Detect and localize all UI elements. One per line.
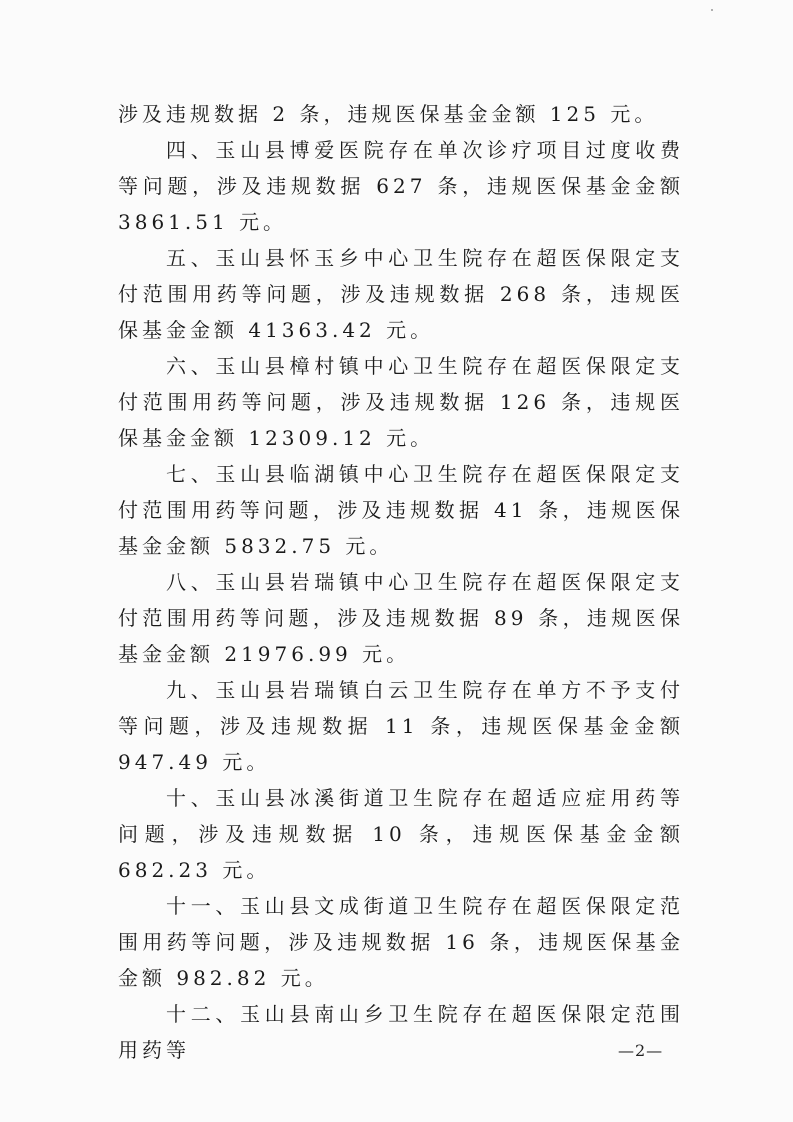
page-number: —2— (618, 1041, 664, 1060)
paragraph-8: 十、玉山县冰溪街道卫生院存在超适应症用药等问题，涉及违规数据 10 条，违规医保基金金额 682.23 元。 (118, 786, 684, 882)
paragraph-6: 八、玉山县岩瑞镇中心卫生院存在超医保限定支付范围用药等问题，涉及违规数据 89 条，违规医保基金金额 21976.99 元。 (118, 570, 684, 666)
paragraph-1: 涉及违规数据 2 条，违规医保基金金额 125 元。 (118, 102, 659, 126)
paragraph-10: 十二、玉山县南山乡卫生院存在超医保限定范围用药等 (118, 1002, 684, 1062)
paragraph-3: 五、玉山县怀玉乡中心卫生院存在超医保限定支付范围用药等问题，涉及违规数据 268 条，违规医保基金金额 41363.42 元。 (118, 246, 684, 342)
scan-speck (711, 9, 713, 11)
paragraph-5: 七、玉山县临湖镇中心卫生院存在超医保限定支付范围用药等问题，涉及违规数据 41 条，违规医保基金金额 5832.75 元。 (118, 462, 684, 558)
document-body (118, 96, 684, 1068)
paragraph-7: 九、玉山县岩瑞镇白云卫生院存在单方不予支付等问题，涉及违规数据 11 条，违规医保基金金额 947.49 元。 (118, 678, 684, 774)
paragraph-9: 十一、玉山县文成街道卫生院存在超医保限定范围用药等问题，涉及违规数据 16 条，违规医保基金金额 982.82 元。 (118, 894, 684, 990)
paragraph-2: 四、玉山县博爱医院存在单次诊疗项目过度收费等问题，涉及违规数据 627 条，违规医保基金金额 3861.51 元。 (118, 138, 684, 234)
paragraph-4: 六、玉山县樟村镇中心卫生院存在超医保限定支付范围用药等问题，涉及违规数据 126 条，违规医保基金金额 12309.12 元。 (118, 354, 684, 450)
